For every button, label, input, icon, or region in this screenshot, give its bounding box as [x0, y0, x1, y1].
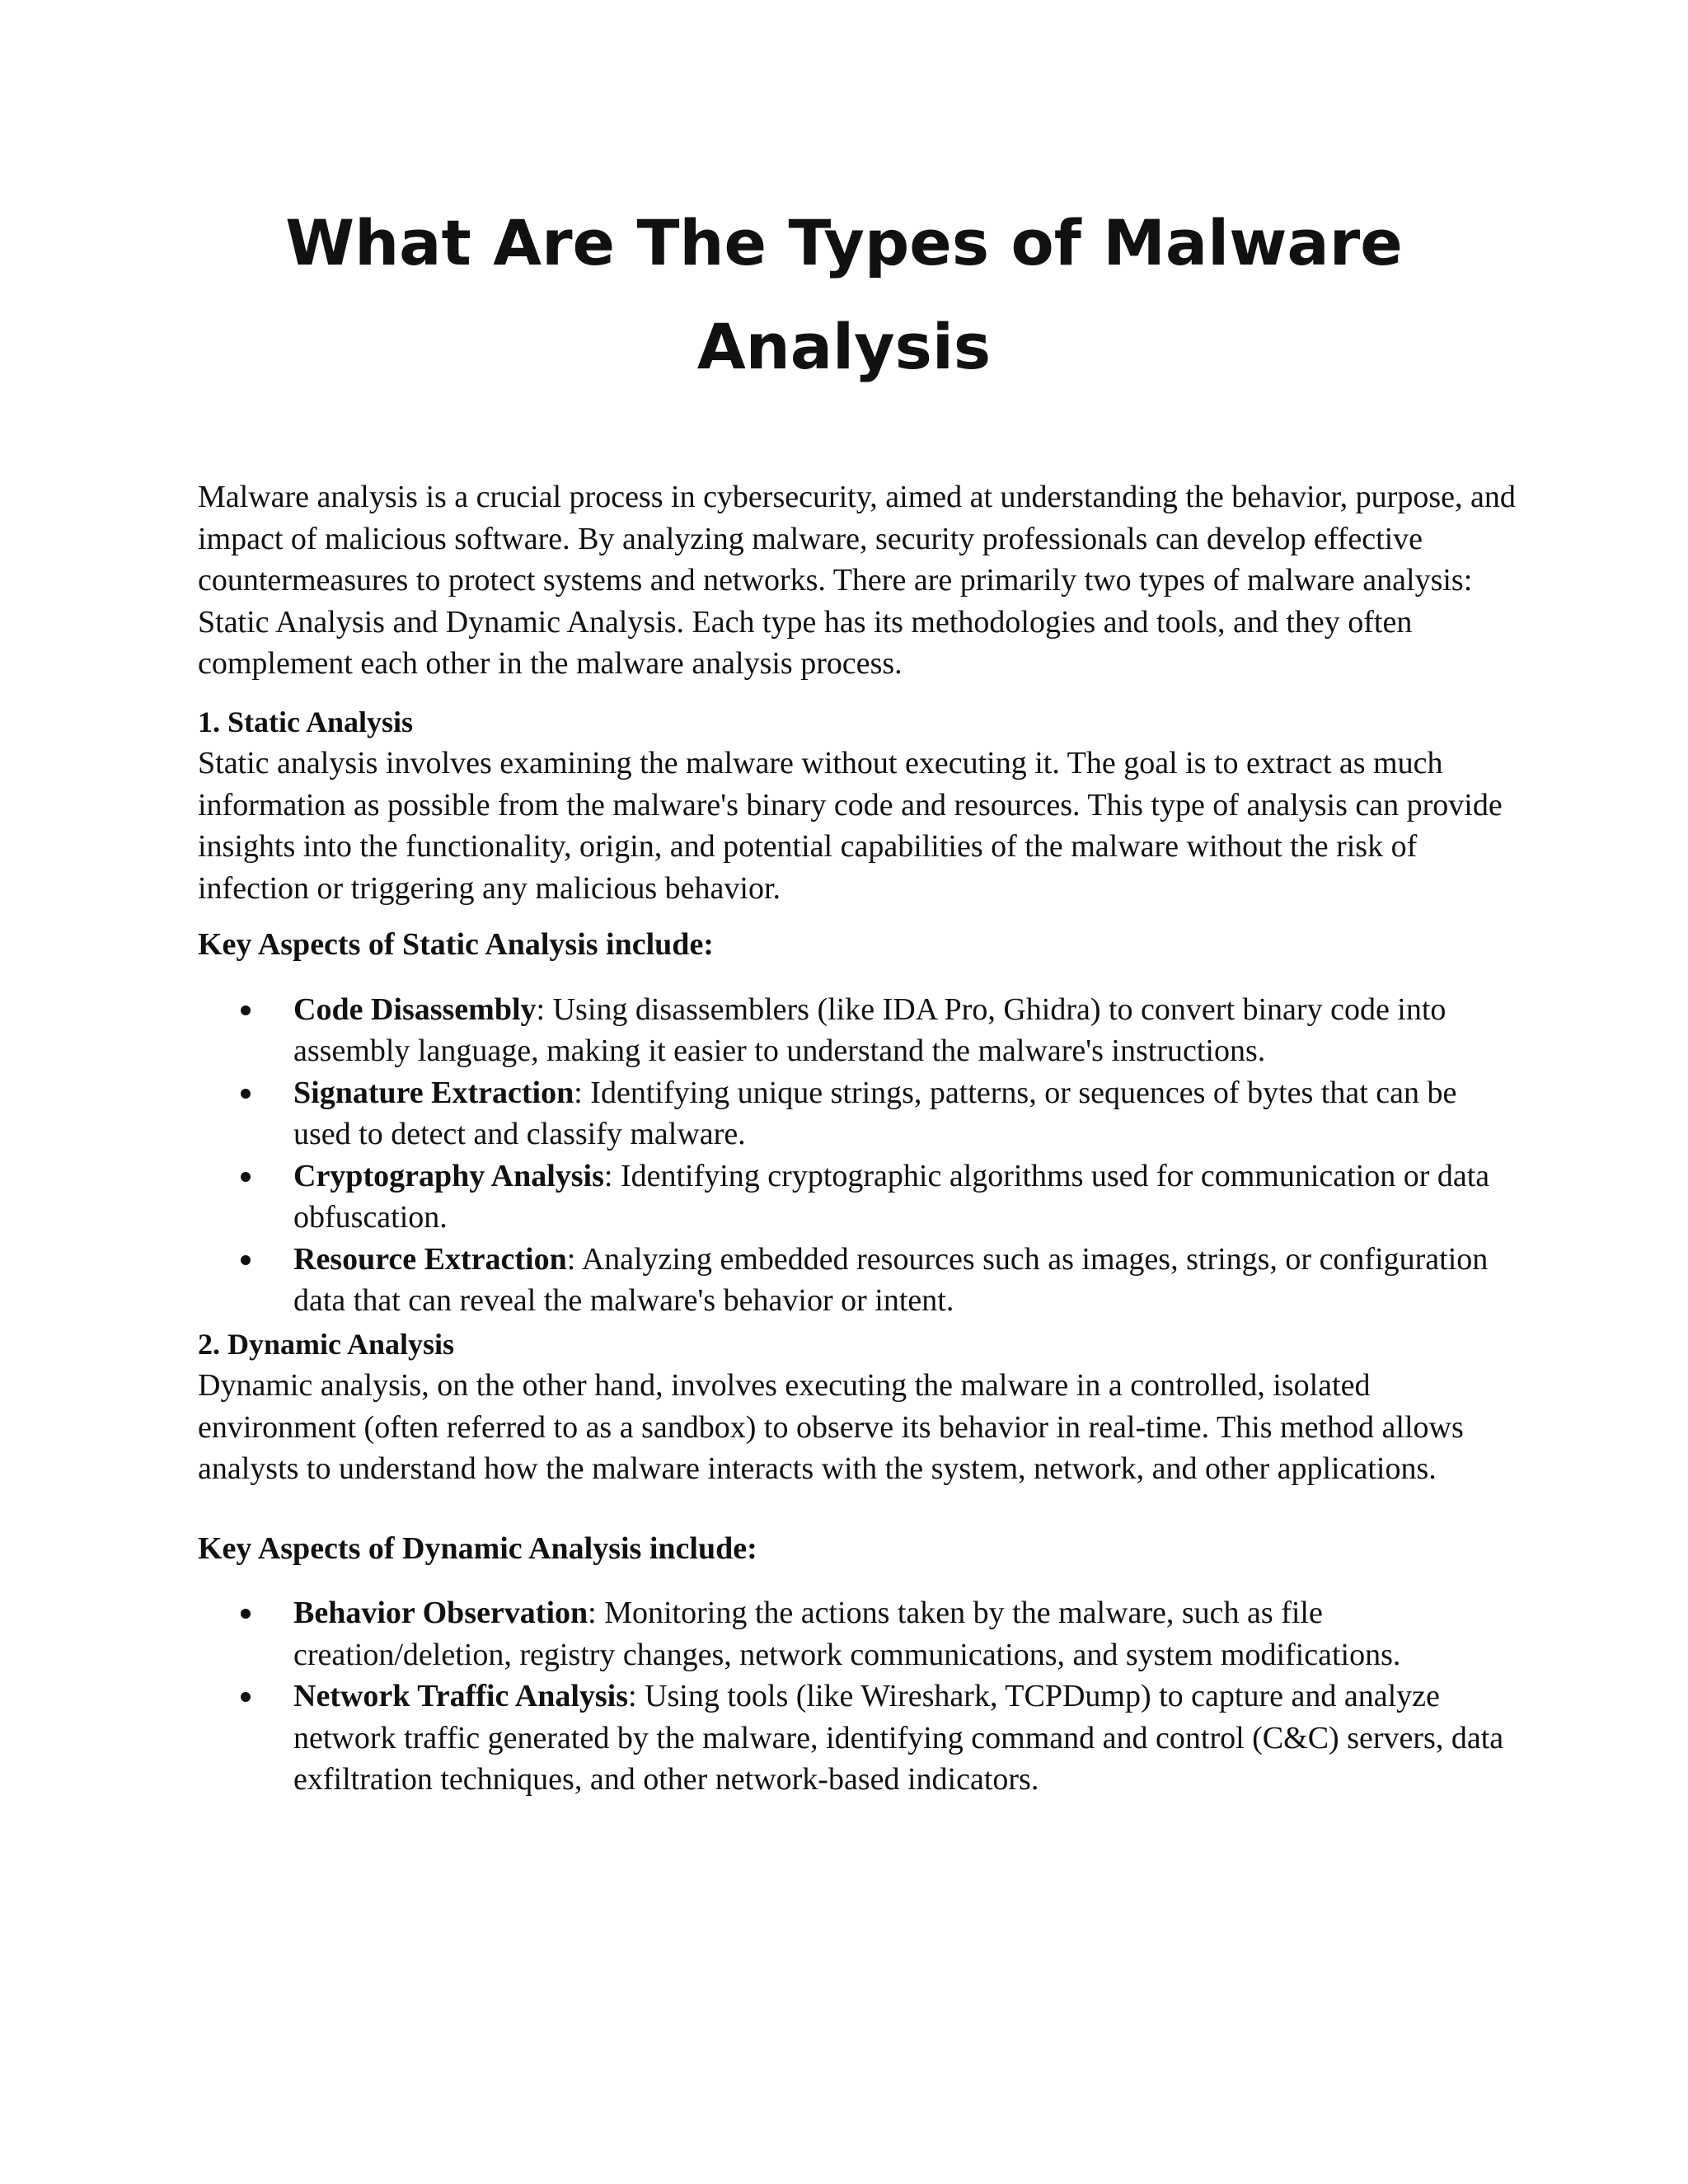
list-item: [198, 1592, 1517, 1675]
aspect-text: : Identifying cryptographic algorithms used for communication or data obfuscation.: [293, 1158, 1490, 1235]
aspect-term: Resource Extraction: [293, 1241, 567, 1277]
list-item: [198, 1155, 1517, 1239]
bullet-icon: [241, 1089, 251, 1099]
dynamic-analysis-heading: 2. Dynamic Analysis: [198, 1327, 455, 1361]
document-body: [198, 476, 1517, 1801]
bullet-icon: [241, 1692, 251, 1702]
aspect-term: Signature Extraction: [293, 1075, 574, 1110]
dynamic-analysis-paragraph: Dynamic analysis, on the other hand, involves executing the malware in a controlled, isolated environment (often referred to as a sandbox) to observe its behavior in real-time. This method allows analysts to understand how the malware interacts with the system, network, and other applications.: [198, 1368, 1464, 1486]
page-title: What Are The Types of Malware Analysis: [285, 206, 1403, 383]
aspect-text: : Analyzing embedded resources such as images, strings, or configuration data that can reveal the malware's behavior or intent.: [293, 1241, 1489, 1318]
list-item: [198, 1675, 1517, 1801]
aspect-term: Network Traffic Analysis: [293, 1679, 629, 1713]
aspect-term: Behavior Observation: [293, 1596, 588, 1630]
aspect-text: : Monitoring the actions taken by the malware, such as file creation/deletion, registry changes, network communications, and system modifications.: [293, 1596, 1401, 1672]
section-spacer: [198, 1505, 1517, 1528]
static-aspects-list: [198, 989, 1517, 1322]
bullet-icon: [241, 1005, 251, 1015]
list-item: [198, 989, 1517, 1072]
dynamic-aspects-heading: Key Aspects of Dynamic Analysis include:: [198, 1530, 757, 1566]
bullet-icon: [241, 1255, 251, 1265]
aspect-text: : Using tools (like Wireshark, TCPDump) to capture and analyze network traffic generated by the malware, identifying command and control (C&C) servers, data exfiltration techniques, and other network-based indicators.: [293, 1679, 1504, 1797]
bullet-icon: [241, 1609, 251, 1619]
aspect-term: Code Disassembly: [293, 991, 537, 1027]
static-analysis-paragraph: Static analysis involves examining the malware without executing it. The goal is to extract as much information as possible from the malware's binary code and resources. This type of analysis can provide insights into the functionality, origin, and potential capabilities of the malware without the risk of infection or triggering any malicious behavior.: [198, 746, 1503, 906]
intro-paragraph: Malware analysis is a crucial process in cybersecurity, aimed at understanding the behavior, purpose, and impact of malicious software. By analyzing malware, security professionals can develop effective countermeasures to protect systems and networks. There are primarily two types of malware analysis: Static Analysis and Dynamic Analysis. Each type has its methodologies and tools, and they often complement each other in the malware analysis process.: [198, 480, 1516, 681]
dynamic-aspects-list: [198, 1592, 1517, 1801]
list-item: [198, 1239, 1517, 1322]
static-analysis-heading: 1. Static Analysis: [198, 705, 414, 738]
aspect-term: Cryptography Analysis: [293, 1158, 604, 1193]
aspect-text: : Using disassemblers (like IDA Pro, Ghidra) to convert binary code into assembly language, making it easier to understand the malware's instructions.: [293, 991, 1447, 1068]
aspect-text: : Identifying unique strings, patterns, or sequences of bytes that can be used to detect and classify malware.: [293, 1075, 1457, 1151]
static-aspects-heading: Key Aspects of Static Analysis include:: [198, 927, 714, 962]
list-item: [198, 1072, 1517, 1155]
bullet-icon: [241, 1172, 251, 1182]
